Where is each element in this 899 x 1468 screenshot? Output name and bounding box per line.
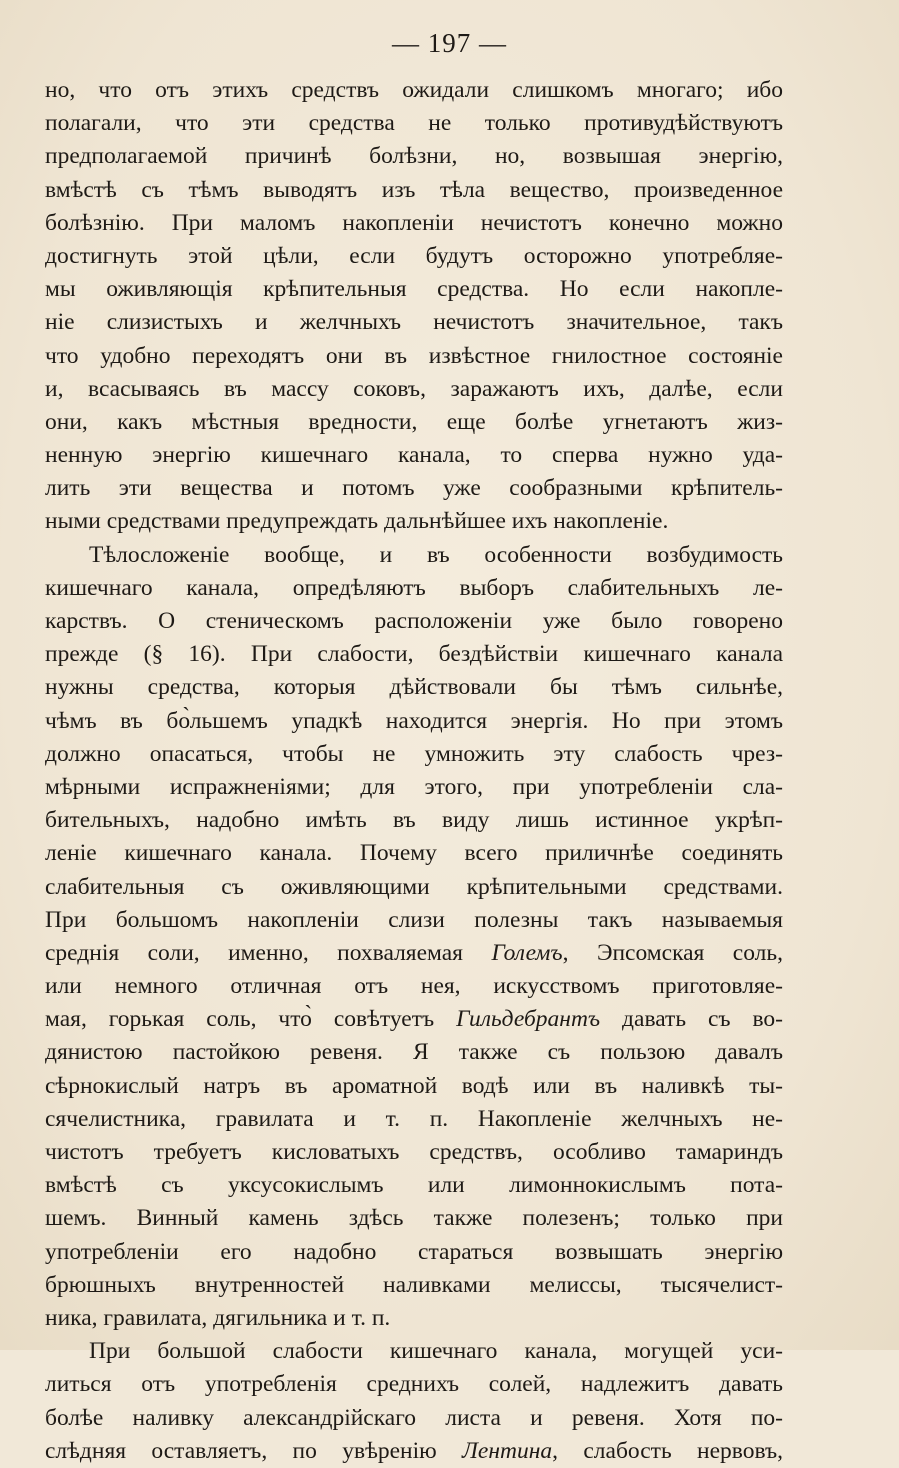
text-run: что удобно переходятъ они въ извѣстное гнилостное состояніе [45, 342, 783, 369]
text-run: они, какъ мѣстныя вредности, еще болѣе угнетаютъ жиз- [45, 408, 783, 435]
text-line [45, 107, 783, 140]
italic-name: Лентина [462, 1437, 553, 1464]
text-line [45, 671, 783, 704]
text-run: вмѣстѣ съ уксусокислымъ или лимоннокислымъ пота- [45, 1172, 783, 1199]
italic-name: Гильдебрантъ [456, 1006, 601, 1033]
text-run: или немного отличная отъ нея, искусствомъ приготовляе- [45, 973, 783, 1000]
text-run: ніе слизистыхъ и желчныхъ нечистотъ значительное, такъ [45, 309, 783, 336]
text-run: но, что отъ этихъ средствъ ожидали слишкомъ многаго; ибо [45, 77, 783, 103]
text-line [45, 74, 783, 107]
text-line [45, 738, 783, 771]
text-line [45, 505, 783, 538]
text-run: ными средствами предупреждать дальнѣйшее ихъ накопленіе. [45, 508, 669, 535]
text-run: сѣрнокислый натръ въ ароматной водѣ или въ наливкѣ ты- [45, 1072, 783, 1099]
text-line [45, 539, 783, 572]
text-line [45, 1169, 783, 1202]
text-line [45, 306, 783, 339]
text-run: мы оживляющія крѣпительныя средства. Но если накопле- [45, 276, 783, 303]
text-line [45, 904, 783, 937]
italic-name: Големъ [491, 939, 563, 966]
text-line [45, 1003, 783, 1036]
text-line [45, 1202, 783, 1235]
text-line [45, 240, 783, 273]
text-run: болѣе наливку александрійскаго листа и ревеня. Хотя по- [45, 1404, 783, 1431]
text-line [45, 771, 783, 804]
text-line [45, 373, 783, 406]
text-line [45, 970, 783, 1003]
text-line [45, 1302, 783, 1335]
text-run: ненную энергію кишечнаго канала, то сперва нужно уда- [45, 442, 783, 469]
text-run: чистотъ требуетъ кисловатыхъ средствъ, особливо тамариндъ [45, 1139, 783, 1165]
text-line [45, 705, 783, 738]
text-run: достигнуть этой цѣли, если будутъ осторожно употребляе- [45, 242, 783, 269]
text-line [45, 1136, 783, 1169]
text-run: слабительныя съ оживляющими крѣпительными средствами. [45, 873, 783, 900]
text-run: литься отъ употребленія среднихъ солей, надлежитъ давать [45, 1371, 783, 1398]
text-run: мая, горькая соль, что̀ совѣтуетъ [45, 1006, 457, 1033]
text-run: шемъ. Винный камень здѣсь также полезенъ; только при [45, 1205, 783, 1232]
text-line [45, 804, 783, 837]
text-line [45, 605, 783, 638]
text-run: вмѣстѣ съ тѣмъ выводятъ изъ тѣла вещество, произведенное [45, 176, 783, 203]
text-run: полагали, что эти средства не только противудѣйствуютъ [45, 110, 783, 137]
text-line [45, 1368, 783, 1401]
text-run: леніе кишечнаго канала. Почему всего приличнѣе соединять [45, 840, 783, 867]
text-run: сячелистника, гравилата и т. п. Накопленіе желчныхъ не- [45, 1105, 783, 1132]
text-line [45, 572, 783, 605]
text-run: дянистою пастойкою ревеня. Я также съ пользою давалъ [45, 1039, 783, 1066]
text-line [45, 140, 783, 173]
text-line [45, 837, 783, 870]
text-line [45, 207, 783, 240]
text-line [45, 340, 783, 373]
text-run: , Эпсомская соль, [562, 939, 783, 966]
body-text [45, 74, 783, 1468]
text-line [45, 439, 783, 472]
text-run: брюшныхъ внутренностей наливками мелиссы, тысячелист- [45, 1271, 783, 1298]
text-run: употребленіи его надобно стараться возвышать энергію [45, 1238, 783, 1265]
text-line [45, 937, 783, 970]
text-run: ника, гравилата, дягильника и т. п. [45, 1304, 391, 1331]
text-run: кишечнаго канала, опредѣляютъ выборъ слабительныхъ ле- [45, 574, 783, 601]
text-run: слѣдняя оставляетъ, по увѣренію [45, 1437, 463, 1464]
text-run: , слабость нервовъ, [552, 1437, 783, 1464]
text-line [45, 1402, 783, 1435]
text-run: При большомъ накопленіи слизи полезны такъ называемыя [45, 906, 783, 933]
text-line [45, 174, 783, 207]
text-run: лить эти вещества и потомъ уже сообразными крѣпитель- [45, 475, 783, 502]
text-run: При большой слабости кишечнаго канала, могущей уси- [89, 1338, 783, 1365]
text-line [45, 1269, 783, 1302]
page-number: — 197 — [392, 28, 507, 58]
text-run: Тѣлосложеніе вообще, и въ особенности возбудимость [89, 541, 783, 568]
text-line [45, 406, 783, 439]
text-run: давать съ во- [600, 1006, 783, 1033]
text-line [45, 638, 783, 671]
text-line [45, 472, 783, 505]
text-run: среднія соли, именно, похваляемая [45, 939, 492, 966]
text-run: прежде (§ 16). При слабости, бездѣйствіи кишечнаго канала [45, 641, 783, 668]
text-line [45, 1435, 783, 1468]
text-run: карствъ. О стеническомъ расположеніи уже было говорено [45, 608, 783, 634]
text-run: мѣрными испражненіями; для этого, при употребленіи сла- [45, 773, 783, 800]
text-run: и, всасываясь въ массу соковъ, заражаютъ ихъ, далѣе, если [45, 375, 783, 402]
text-line [45, 1070, 783, 1103]
text-run: чѣмъ въ бо̀льшемъ упадкѣ находится энергія. Но при этомъ [45, 707, 783, 734]
text-line [45, 871, 783, 904]
text-line [45, 273, 783, 306]
text-line [45, 1103, 783, 1136]
text-run: нужны средства, которыя дѣйствовали бы тѣмъ сильнѣе, [45, 674, 783, 701]
text-line [45, 1335, 783, 1368]
text-run: предполагаемой причинѣ болѣзни, но, возвышая энергію, [45, 143, 783, 170]
text-line [45, 1236, 783, 1269]
text-run: болѣзнію. При маломъ накопленіи нечистотъ конечно можно [45, 209, 783, 236]
text-run: должно опасаться, чтобы не умножить эту слабость чрез- [45, 740, 783, 767]
text-line [45, 1036, 783, 1069]
text-run: бительныхъ, надобно имѣть въ виду лишь истинное укрѣп- [45, 807, 783, 834]
